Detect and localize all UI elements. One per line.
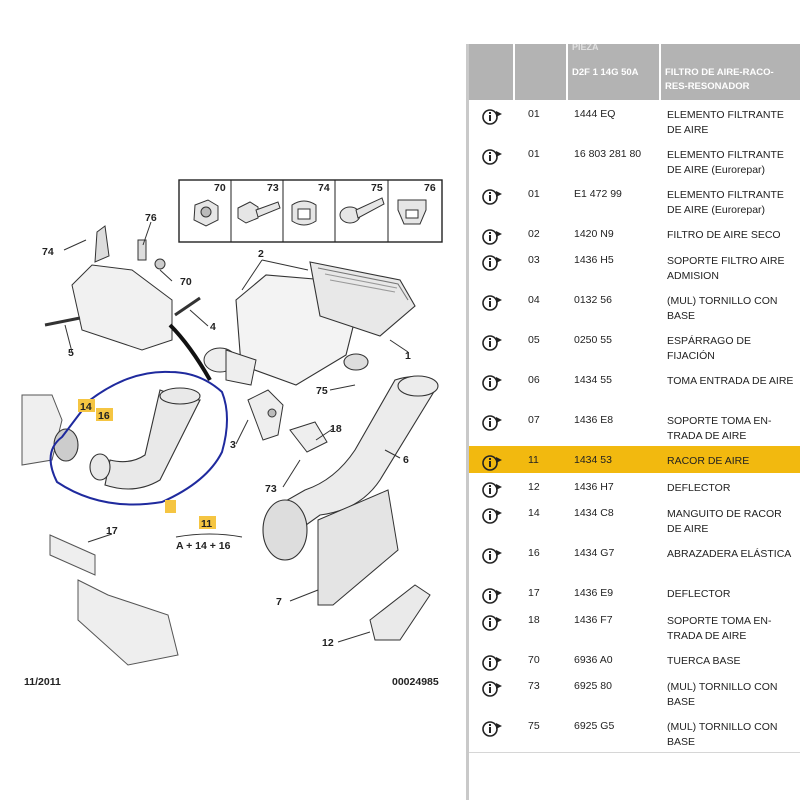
row-part-number: 1436 E9 [574,587,614,599]
table-row[interactable] [469,539,800,580]
info-arrow-icon[interactable] [481,507,505,525]
callout-6: 6 [403,454,409,466]
row-ref: 04 [528,294,540,306]
hardware-legend [179,180,442,242]
row-part-number: 6936 A0 [574,654,613,666]
info-arrow-icon[interactable] [481,414,505,432]
row-part-number: 1434 55 [574,374,612,386]
row-ref: 14 [528,507,540,519]
info-arrow-icon[interactable] [481,614,505,632]
row-ref: 18 [528,614,540,626]
row-part-number: 6925 G5 [574,720,615,732]
legend-label-76: 76 [424,182,436,194]
callout-74: 74 [42,246,54,258]
row-part-number: 1436 E8 [574,414,614,426]
row-ref: 07 [528,414,540,426]
table-row[interactable] [469,606,800,647]
row-part-number: 1434 C8 [574,507,614,519]
header-cut-label: PIEZA [572,44,599,52]
row-description: ESPÁRRAGO DE FIJACIÓN [667,335,752,362]
legend-label-75: 75 [371,182,383,194]
row-ref: 01 [528,148,540,160]
row-part-number: 6925 80 [574,680,612,692]
header-col-ref [515,44,568,100]
bracket-3 [248,390,283,440]
legend-label-74: 74 [318,182,330,194]
row-ref: 01 [528,108,540,120]
row-ref: 02 [528,228,540,240]
info-arrow-icon[interactable] [481,334,505,352]
callout-16: 16 [98,410,110,422]
parts-table [469,44,800,800]
table-row[interactable] [469,180,800,221]
row-description: DEFLECTOR [667,588,731,600]
row-part-number: 0132 56 [574,294,612,306]
callout-75: 75 [316,385,328,397]
callout-70: 70 [180,276,192,288]
callout-73: 73 [265,483,277,495]
row-part-number: 1436 H7 [574,481,614,493]
callout-14: 14 [80,401,92,413]
row-part-number: 1444 EQ [574,108,616,120]
info-arrow-icon[interactable] [481,481,505,499]
row-description: ABRAZADERA ELÁSTICA [667,548,792,560]
callout-17: 17 [106,525,118,537]
callout-4: 4 [210,321,216,333]
row-description: (MUL) TORNILLO CON BASE [667,681,778,708]
legend-label-73: 73 [267,182,279,194]
row-description: (MUL) TORNILLO CON BASE [667,295,778,322]
table-row[interactable] [469,140,800,181]
row-part-number: 1420 N9 [574,228,614,240]
support-18 [290,422,327,452]
row-part-number: 1434 53 [574,454,612,466]
info-arrow-icon[interactable] [481,228,505,246]
deflector-17 [50,535,178,665]
info-arrow-icon[interactable] [481,148,505,166]
row-description: TOMA ENTRADA DE AIRE [667,375,794,387]
row-ref: 12 [528,481,540,493]
info-arrow-icon[interactable] [481,587,505,605]
info-arrow-icon[interactable] [481,294,505,312]
table-row[interactable] [469,579,800,607]
row-part-number: 0250 55 [574,334,612,346]
info-arrow-icon[interactable] [481,547,505,565]
header-col-ref-title: D2F 1 14G 50A [572,67,639,78]
info-arrow-icon[interactable] [481,188,505,206]
info-arrow-icon[interactable] [481,374,505,392]
row-ref: 01 [528,188,540,200]
row-description: SOPORTE TOMA EN-TRADA DE AIRE [667,615,772,642]
spring-clip-icon [398,200,426,224]
row-description: MANGUITO DE RACOR DE AIRE [667,508,782,535]
row-ref: 03 [528,254,540,266]
legend-label-70: 70 [214,182,226,194]
table-row[interactable] [469,473,800,500]
callout-1: 1 [405,350,411,362]
row-part-number: E1 472 99 [574,188,622,200]
marker-a[interactable] [165,500,176,513]
row-ref: 06 [528,374,540,386]
callout-2: 2 [258,248,264,260]
table-row[interactable] [469,220,800,247]
info-arrow-icon[interactable] [481,454,505,472]
table-row[interactable] [469,286,800,327]
callout-18: 18 [330,423,342,435]
air-duct-11 [54,388,200,489]
row-description: TUERCA BASE [667,655,741,667]
formula-text: A + 14 + 16 [176,540,231,552]
clip-icon [292,201,316,225]
formula-brace [176,534,242,537]
row-ref: 75 [528,720,540,732]
table-row[interactable] [469,672,800,713]
row-description: FILTRO DE AIRE SECO [667,229,781,241]
row-part-number: 1436 H5 [574,254,614,266]
header-col-icon [469,44,515,100]
table-row[interactable] [469,712,800,753]
row-description: (MUL) TORNILLO CON BASE [667,721,778,748]
callout-76: 76 [145,212,157,224]
row-part-number: 1436 F7 [574,614,613,626]
table-header [469,44,800,100]
callout-12: 12 [322,637,334,649]
row-description: DEFLECTOR [667,482,731,494]
row-description: ELEMENTO FILTRANTE DE AIRE (Eurorepar) [667,189,784,216]
row-ref: 05 [528,334,540,346]
row-description: ELEMENTO FILTRANTE DE AIRE [667,109,784,136]
table-row[interactable] [469,406,800,447]
row-part-number: 16 803 281 80 [574,148,642,160]
callout-11: 11 [201,518,213,530]
info-arrow-icon[interactable] [481,654,505,672]
air-filter-housing [236,262,415,385]
row-description: SOPORTE TOMA EN-TRADA DE AIRE [667,415,772,442]
diagram-date: 11/2011 [24,676,61,688]
table-row[interactable] [469,646,800,673]
row-description: ELEMENTO FILTRANTE DE AIRE (Eurorepar) [667,149,784,176]
table-row[interactable] [469,446,800,474]
table-row[interactable] [469,246,800,287]
row-ref: 17 [528,587,540,599]
callout-7: 7 [276,596,282,608]
table-row[interactable] [469,100,800,141]
callout-3: 3 [230,439,236,451]
table-row[interactable] [469,366,800,407]
callout-5: 5 [68,347,74,359]
info-arrow-icon[interactable] [481,680,505,698]
row-part-number: 1434 G7 [574,547,615,559]
row-ref: 11 [528,454,539,466]
diagram-code: 00024985 [392,676,439,688]
info-arrow-icon[interactable] [481,254,505,272]
row-description: RACOR DE AIRE [667,455,750,467]
info-arrow-icon[interactable] [481,720,505,738]
table-row[interactable] [469,326,800,367]
info-arrow-icon[interactable] [481,108,505,126]
header-col-desc-title: FILTRO DE AIRE-RACO-RES-RESONADOR [665,67,774,92]
row-ref: 70 [528,654,540,666]
row-description: SOPORTE FILTRO AIRE ADMISION [667,255,785,282]
row-ref: 16 [528,547,540,559]
row-ref: 73 [528,680,540,692]
deflector-12 [370,585,430,640]
table-row[interactable] [469,499,800,540]
nut-icon [194,200,218,226]
